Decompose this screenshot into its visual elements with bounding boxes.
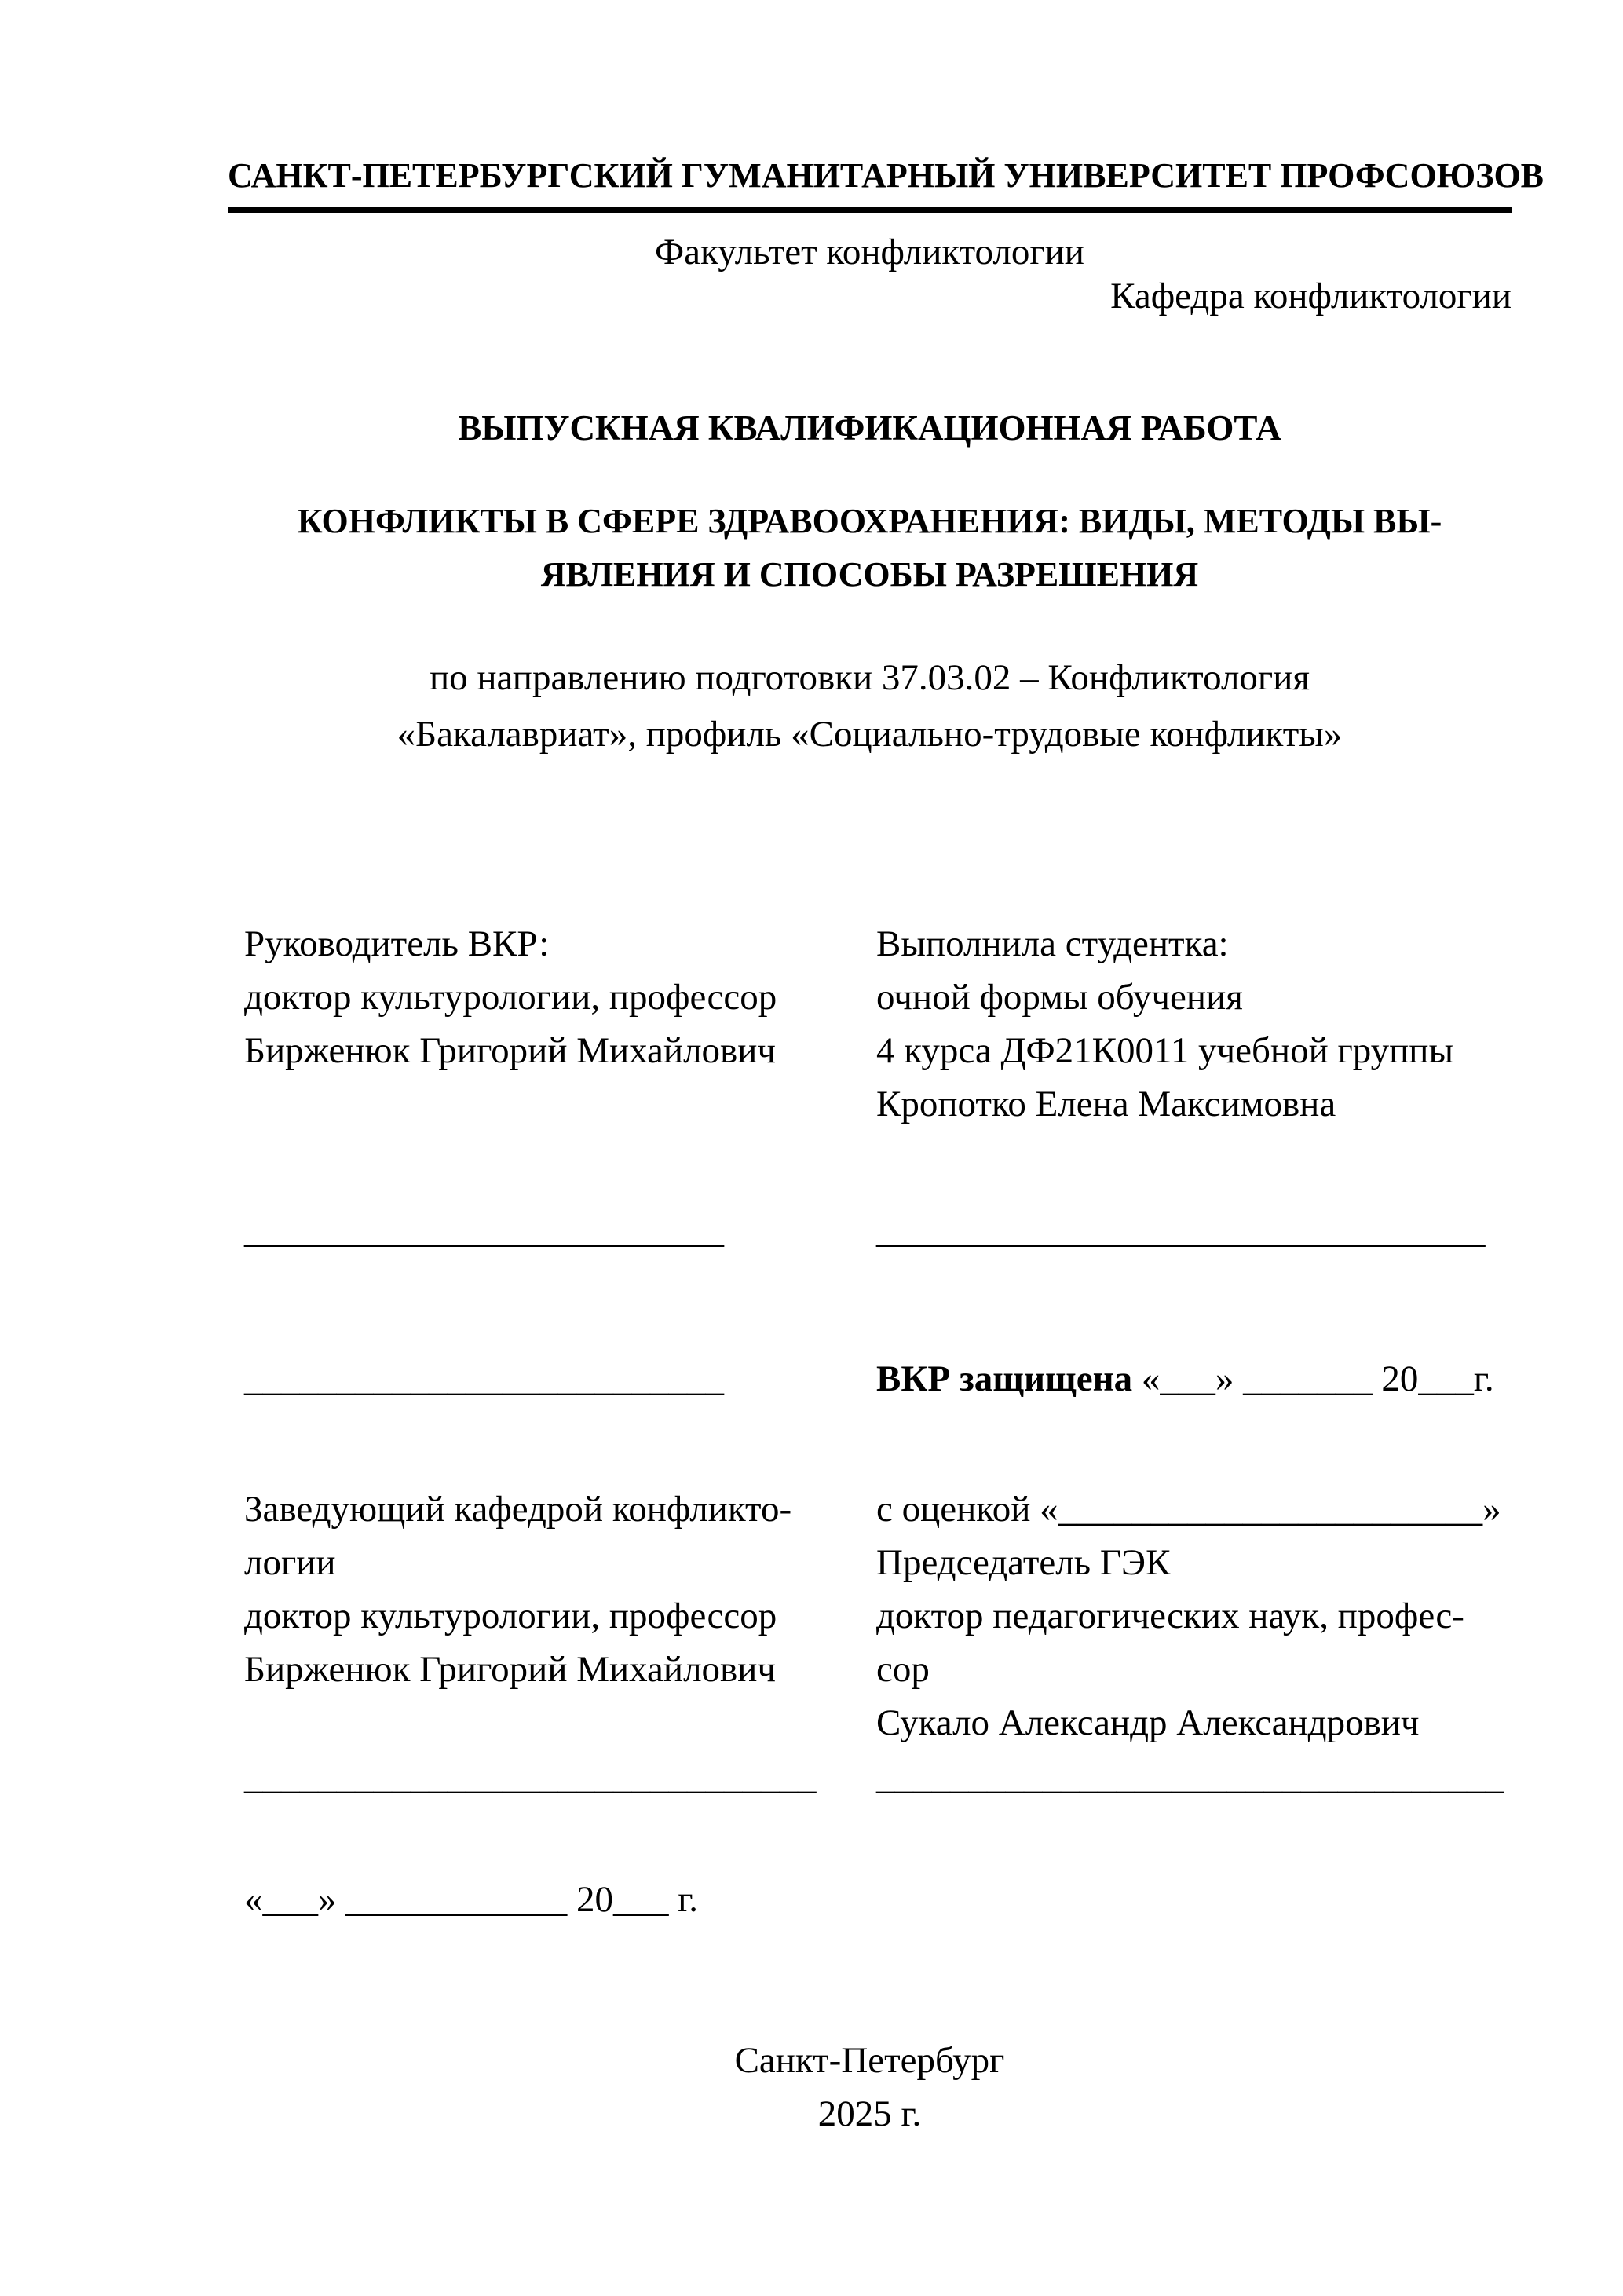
faculty-line: Факультет конфликтологии <box>655 232 1084 272</box>
city-line: Санкт-Петербург <box>734 2040 1005 2081</box>
committee-block <box>876 1483 1512 1749</box>
supervisor-label: Руководитель ВКР: <box>244 923 550 964</box>
student-name: Кропотко Елена Максимовна <box>876 1084 1336 1124</box>
chairman-signature-cell <box>876 1750 1512 1804</box>
work-type-heading: ВЫПУСКНАЯ КВАЛИФИКАЦИОННАЯ РАБОТА <box>458 408 1281 448</box>
supervisor-name: Бирженюк Григорий Михайлович <box>244 1030 777 1071</box>
supervisor-block <box>244 917 876 1131</box>
head-signature-cell <box>244 1352 876 1406</box>
grade-suffix: » <box>1482 1489 1501 1530</box>
department-line: Кафедра конфликтологии <box>1110 276 1512 316</box>
department-head-block <box>244 1483 876 1749</box>
grade-blank-line: _______________________ <box>1058 1489 1483 1530</box>
student-label: Выполнила студентка: <box>876 923 1229 964</box>
grade-line <box>876 1483 1512 1536</box>
head-signature-line: __________________________ <box>244 1358 724 1399</box>
chairman-rank-line2: сор <box>876 1649 930 1690</box>
supervisor-rank: доктор культурологии, профессор <box>244 977 777 1018</box>
department-head-line2: логии <box>244 1542 336 1583</box>
faculty-department-block <box>228 230 1512 318</box>
student-signature-line: _________________________________ <box>876 1210 1486 1251</box>
thesis-title-line2: ЯВЛЕНИЯ И СПОСОБЫ РАЗРЕШЕНИЯ <box>540 555 1199 594</box>
student-group: 4 курса ДФ21К0011 учебной группы <box>876 1030 1454 1071</box>
chairman-name: Сукало Александр Александрович <box>876 1702 1420 1743</box>
program-block <box>228 649 1512 762</box>
footer-block <box>228 2034 1512 2141</box>
defense-date-line <box>876 1352 1512 1406</box>
department-head-signature-line: _______________________________ <box>244 1757 817 1797</box>
signature-row-1 <box>244 1204 1512 1257</box>
chairman-rank-line1: доктор педагогических наук, профес- <box>876 1596 1464 1636</box>
student-study-form: очной формы обучения <box>876 977 1243 1018</box>
signature-row-3 <box>244 1750 1512 1804</box>
department-head-line1: Заведующий кафедрой конфликто- <box>244 1489 792 1530</box>
student-signature-cell <box>876 1204 1512 1257</box>
supervisor-student-block <box>244 917 1512 1131</box>
university-header: САНКТ-ПЕТЕРБУРГСКИЙ ГУМАНИТАРНЫЙ УНИВЕРСИТЕТ ПРОФСОЮЗОВ <box>228 152 1512 213</box>
supervisor-signature-cell <box>244 1204 876 1257</box>
head-committee-block <box>244 1483 1512 1749</box>
thesis-title <box>228 495 1512 601</box>
signature-row-2 <box>244 1352 1512 1406</box>
grade-prefix: с оценкой « <box>876 1489 1058 1530</box>
thesis-title-line1: КОНФЛИКТЫ В СФЕРЕ ЗДРАВООХРАНЕНИЯ: ВИДЫ, МЕТОДЫ ВЫ- <box>297 502 1442 540</box>
program-line2: «Бакалавриат», профиль «Социально-трудовые конфликты» <box>397 714 1343 755</box>
chairman-title: Председатель ГЭК <box>876 1542 1171 1583</box>
chairman-signature-line: __________________________________ <box>876 1757 1504 1797</box>
supervisor-signature-line: __________________________ <box>244 1210 724 1251</box>
defense-date-blanks: «___» _______ 20___г. <box>1132 1358 1494 1399</box>
year-line: 2025 г. <box>817 2093 922 2134</box>
date-line: «___» ____________ 20___ г. <box>244 1879 698 1920</box>
defense-label: ВКР защищена <box>876 1358 1133 1399</box>
department-head-name: Бирженюк Григорий Михайлович <box>244 1649 777 1690</box>
department-head-rank: доктор культурологии, профессор <box>244 1596 777 1636</box>
department-head-signature-cell <box>244 1750 876 1804</box>
student-block <box>876 917 1512 1131</box>
program-line1: по направлению подготовки 37.03.02 – Конфликтология <box>430 657 1310 698</box>
defense-date-cell <box>876 1352 1512 1406</box>
